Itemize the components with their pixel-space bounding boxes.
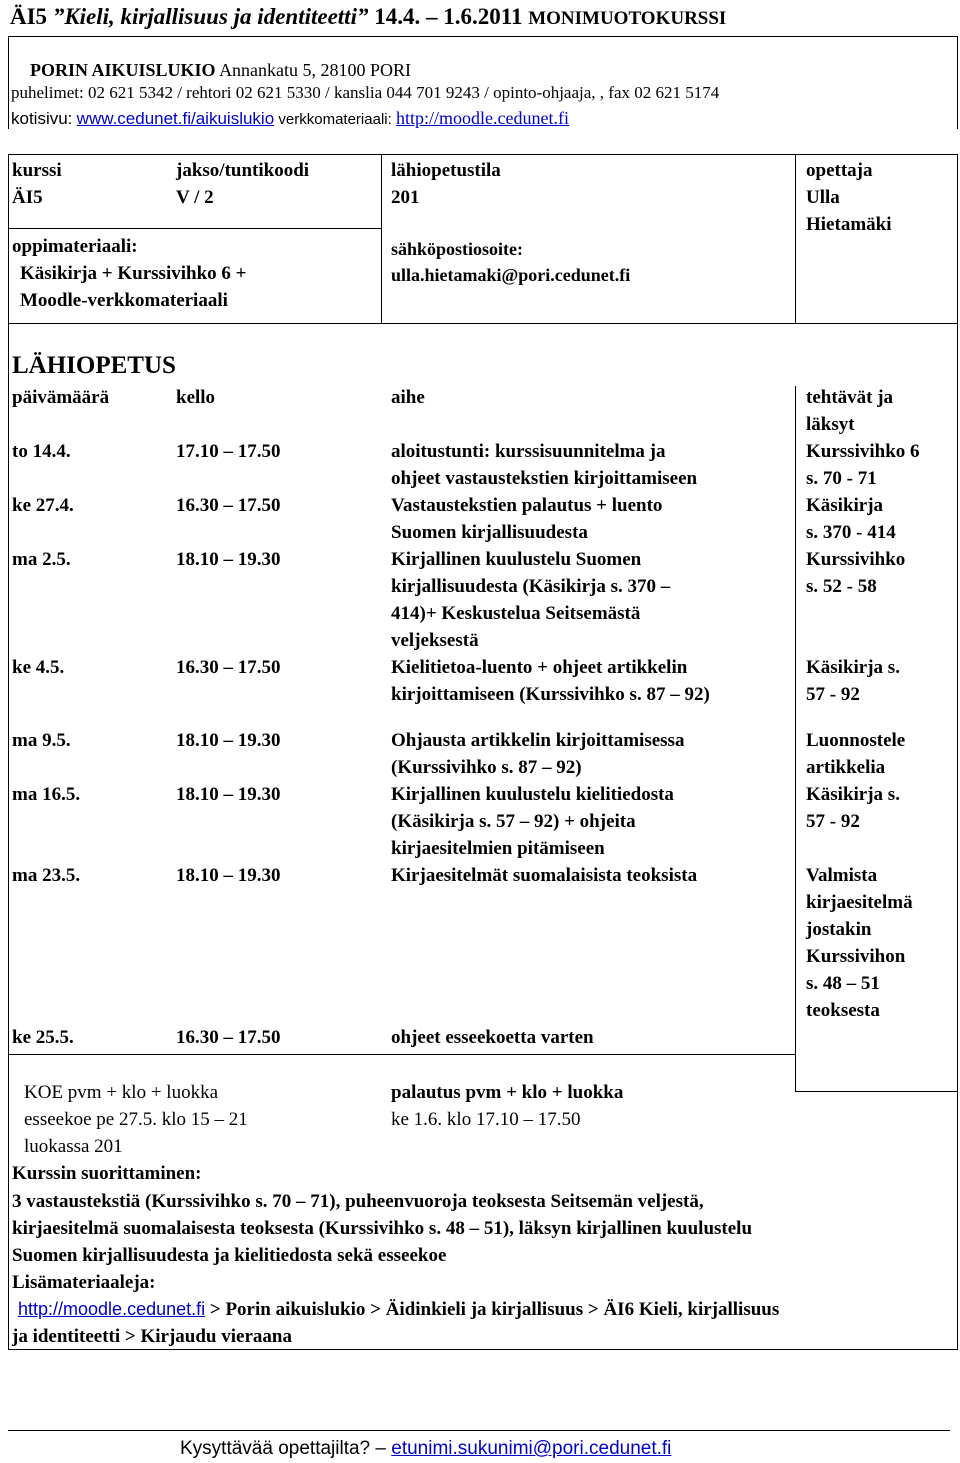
room-label: lähiopetustila xyxy=(391,160,501,181)
lesson-date: ma 2.5. xyxy=(12,549,71,570)
course-label: kurssi xyxy=(12,160,62,181)
lesson-topic-line: Vastaustekstien palautus + luento xyxy=(391,495,663,516)
lesson-topic-line: kirjallisuudesta (Käsikirja s. 370 – xyxy=(391,576,671,597)
email-value: ulla.hietamaki@pori.cedunet.fi xyxy=(391,265,631,285)
header-time: kello xyxy=(176,387,216,408)
header-topic: aihe xyxy=(391,387,425,408)
lesson-topic-line: aloitustunti: kurssisuunnitelma ja xyxy=(391,441,666,462)
material-link[interactable]: http://moodle.cedunet.fi xyxy=(396,108,569,128)
lesson-topic-line: (Käsikirja s. 57 – 92) + ohjeita xyxy=(391,811,636,832)
teacher-label: opettaja xyxy=(806,160,873,181)
completion-line2: kirjaesitelmä suomalaisesta teoksesta (Kurssivihko s. 48 – 51), läksyn kirjallinen kuulustelu xyxy=(12,1218,753,1239)
lesson-time: 16.30 – 17.50 xyxy=(176,495,281,516)
lesson-task-line: s. 48 – 51 xyxy=(806,973,880,994)
materials-line2: Moodle-verkkomateriaali xyxy=(20,290,228,311)
lesson-date: ma 9.5. xyxy=(12,730,71,751)
lesson-task-line: s. 370 - 414 xyxy=(806,522,896,543)
lesson-date: ke 4.5. xyxy=(12,657,65,678)
lesson-topic-line: Ohjausta artikkelin kirjoittamisessa xyxy=(391,730,685,751)
header-date: päivämäärä xyxy=(12,387,110,408)
lesson-topic-line: 414)+ Keskustelua Seitsemästä xyxy=(391,603,641,624)
lesson-task-line: jostakin xyxy=(806,919,872,940)
lesson-task-line: Kurssivihko xyxy=(806,549,906,570)
lesson-time: 18.10 – 19.30 xyxy=(176,730,281,751)
lesson-task-line: Kurssivihko 6 xyxy=(806,441,920,462)
lesson-task-line: Kurssivihon xyxy=(806,946,906,967)
footer-email-link[interactable]: etunimi.sukunimi@pori.cedunet.fi xyxy=(391,1438,672,1459)
return-value: ke 1.6. klo 17.10 – 17.50 xyxy=(391,1109,581,1130)
exam-line1: esseekoe pe 27.5. klo 15 – 21 xyxy=(24,1109,248,1130)
room-value: 201 xyxy=(391,187,420,208)
completion-line1: 3 vastaustekstiä (Kurssivihko s. 70 – 71), puheenvuoroja teoksesta Seitsemän veljestä, xyxy=(12,1191,704,1212)
extra-label: Lisämateriaaleja: xyxy=(12,1272,156,1293)
homepage-link[interactable]: www.cedunet.fi/aikuislukio xyxy=(76,109,275,128)
lesson-topic-line: Kirjallinen kuulustelu Suomen xyxy=(391,549,642,570)
document-title xyxy=(10,4,726,30)
title-name: ”Kieli, kirjallisuus ja identiteetti” xyxy=(52,4,369,29)
exam-label: KOE pvm + klo + luokka xyxy=(24,1082,218,1103)
return-label: palautus pvm + klo + luokka xyxy=(391,1082,624,1103)
lesson-date: to 14.4. xyxy=(12,441,71,462)
footer-rule xyxy=(8,1430,950,1431)
title-code: ÄI5 xyxy=(10,4,48,29)
teacher-first-name: Ulla xyxy=(806,187,840,208)
lesson-time: 18.10 – 19.30 xyxy=(176,784,281,805)
extra-path-line2: ja identiteetti > Kirjaudu vieraana xyxy=(12,1326,292,1347)
school-phones: puhelimet: 02 621 5342 / rehtori 02 621 5330 / kanslia 044 701 9243 / opinto-ohjaaja, , fax 02 621 5174 xyxy=(11,83,720,102)
school-name: PORIN AIKUISLUKIO xyxy=(30,60,216,80)
lesson-time: 18.10 – 19.30 xyxy=(176,549,281,570)
footer xyxy=(180,1438,671,1460)
lesson-task-line: teoksesta xyxy=(806,1000,880,1021)
lesson-topic-line: veljeksestä xyxy=(391,630,479,651)
school-links xyxy=(11,108,569,129)
lesson-date: ke 27.4. xyxy=(12,495,74,516)
materials-label: oppimateriaali: xyxy=(12,236,138,257)
lesson-topic-line: Kirjallinen kuulustelu kielitiedosta xyxy=(391,784,674,805)
lesson-date: ma 16.5. xyxy=(12,784,81,805)
extra-moodle-link[interactable]: http://moodle.cedunet.fi xyxy=(18,1299,206,1319)
completion-label: Kurssin suorittaminen: xyxy=(12,1163,202,1184)
lesson-task-line: Valmista xyxy=(806,865,878,886)
school-name-line xyxy=(30,60,411,81)
lesson-topic-line: kirjaesitelmien pitämiseen xyxy=(391,838,605,859)
header-tasks-line1: tehtävät ja xyxy=(806,387,894,408)
lesson-task-line: kirjaesitelmä xyxy=(806,892,913,913)
material-label: verkkomateriaali: xyxy=(278,111,392,128)
footer-text: Kysyttävää opettajilta? xyxy=(180,1438,371,1459)
homepage-label: kotisivu: xyxy=(11,109,73,128)
lesson-time: 16.30 – 17.50 xyxy=(176,1027,281,1048)
title-type: MONIMUOTOKURSSI xyxy=(528,8,727,29)
lesson-time: 16.30 – 17.50 xyxy=(176,657,281,678)
lesson-task-line: Käsikirja s. xyxy=(806,784,900,805)
lesson-task-line: s. 70 - 71 xyxy=(806,468,877,489)
lesson-topic-line: ohjeet esseekoetta varten xyxy=(391,1027,594,1048)
lesson-task-line: s. 52 - 58 xyxy=(806,576,877,597)
lesson-topic-line: Suomen kirjallisuudesta xyxy=(391,522,588,543)
lesson-task-line: Käsikirja xyxy=(806,495,884,516)
lesson-topic-line: Kirjaesitelmät suomalaisista teoksista xyxy=(391,865,698,886)
lesson-task-line: 57 - 92 xyxy=(806,811,860,832)
lesson-date: ke 25.5. xyxy=(12,1027,74,1048)
lesson-time: 17.10 – 17.50 xyxy=(176,441,281,462)
exam-line2: luokassa 201 xyxy=(24,1136,123,1157)
materials-line1: Käsikirja + Kurssivihko 6 + xyxy=(20,263,247,284)
school-address: Annankatu 5, 28100 PORI xyxy=(219,60,412,80)
extra-path-line1 xyxy=(18,1299,779,1321)
lesson-time: 18.10 – 19.30 xyxy=(176,865,281,886)
lesson-topic-line: (Kurssivihko s. 87 – 92) xyxy=(391,757,582,778)
header-tasks-line2: läksyt xyxy=(806,414,855,435)
code-label: jakso/tuntikoodi xyxy=(176,160,310,181)
lesson-task-line: artikkelia xyxy=(806,757,886,778)
lesson-heading: LÄHIOPETUS xyxy=(12,352,176,379)
extra-path1: > Porin aikuislukio > Äidinkieli ja kirjallisuus > ÄI6 Kieli, kirjallisuus xyxy=(205,1299,780,1320)
footer-dash: – xyxy=(370,1438,392,1459)
lesson-topic-line: kirjoittamiseen (Kurssivihko s. 87 – 92) xyxy=(391,684,710,705)
course-value: ÄI5 xyxy=(12,187,43,208)
completion-line3: Suomen kirjallisuudesta ja kielitiedosta sekä esseekoe xyxy=(12,1245,447,1266)
lesson-topic-line: Kielitietoa-luento + ohjeet artikkelin xyxy=(391,657,688,678)
lesson-topic-line: ohjeet vastaustekstien kirjoittamiseen xyxy=(391,468,698,489)
lesson-date: ma 23.5. xyxy=(12,865,81,886)
lesson-task-line: 57 - 92 xyxy=(806,684,860,705)
code-value: V / 2 xyxy=(176,187,214,208)
title-dates: 14.4. – 1.6.2011 xyxy=(374,4,523,29)
lesson-task-line: Luonnostele xyxy=(806,730,906,751)
lesson-task-line: Käsikirja s. xyxy=(806,657,900,678)
teacher-last-name: Hietamäki xyxy=(806,214,892,235)
email-label: sähköpostiosoite: xyxy=(391,239,524,259)
